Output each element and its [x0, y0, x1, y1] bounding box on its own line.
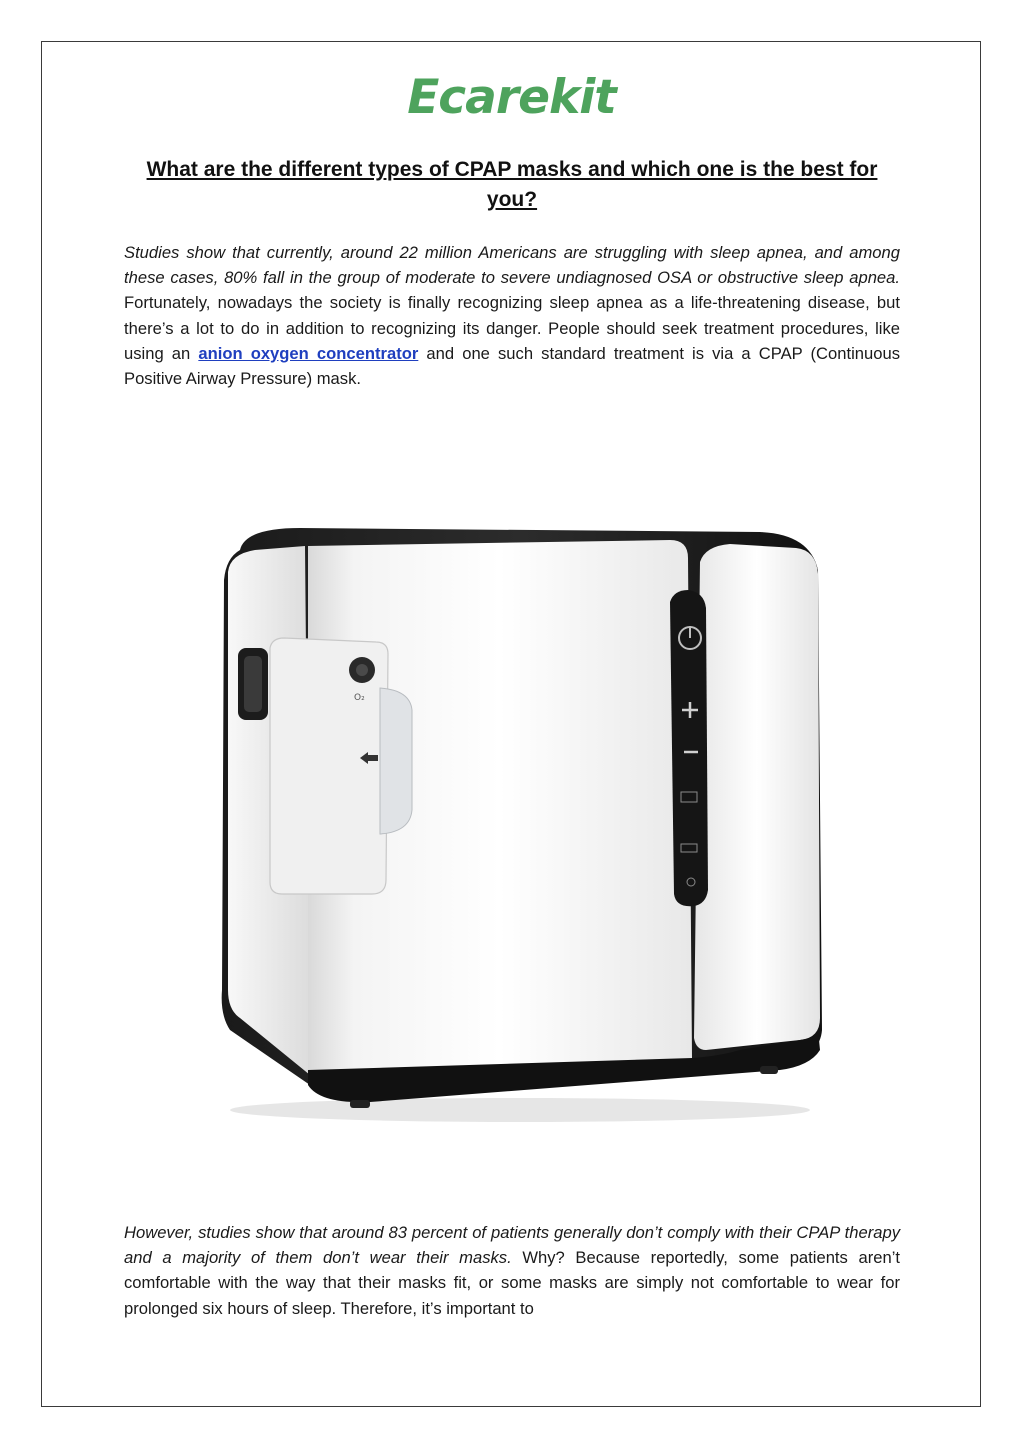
article-title: What are the different types of CPAP masks and which one is the best for you? — [146, 158, 878, 211]
oxygen-concentrator-image — [200, 510, 830, 1130]
ecarekit-logo: Ecarekit — [407, 70, 616, 125]
humidifier-window — [380, 688, 412, 834]
intro-body-text: Fortunately, nowadays the society is finally recognizing sleep apnea as a life-threatening disease, but there’s a lot to do in addition to recognizing its danger. People should seek treatment procedures, like using an — [124, 293, 900, 363]
foot-right — [760, 1066, 778, 1074]
compliance-body-text: Why? Because reportedly, some patients aren’t comfortable with the way that their masks fit, or some masks are simply not comfortable to wear for prolonged six hours of sleep. Therefore, it’s important to — [124, 1248, 900, 1318]
intro-body-text-end: and one such standard treatment is via a CPAP (Continuous Positive Airway Pressure) mask. — [124, 343, 900, 389]
intro-paragraph — [124, 240, 900, 391]
compliance-paragraph — [124, 1220, 900, 1321]
device-right-panel — [694, 544, 820, 1050]
floor-shadow — [230, 1098, 810, 1122]
compliance-italic-text: However, studies show that around 83 percent of patients generally don’t comply with their CPAP therapy and a majority of them don’t wear their masks. — [124, 1223, 900, 1268]
foot-left — [350, 1100, 370, 1108]
anion-oxygen-concentrator-link[interactable]: anion oxygen concentrator — [198, 343, 419, 363]
o2-label: O₂ — [354, 693, 365, 703]
intro-italic-text: Studies show that currently, around 22 million Americans are struggling with sleep apnea, and among these cases, 80% fall in the group of moderate to severe undiagnosed OSA or obstructive sleep apnea. — [124, 243, 900, 288]
